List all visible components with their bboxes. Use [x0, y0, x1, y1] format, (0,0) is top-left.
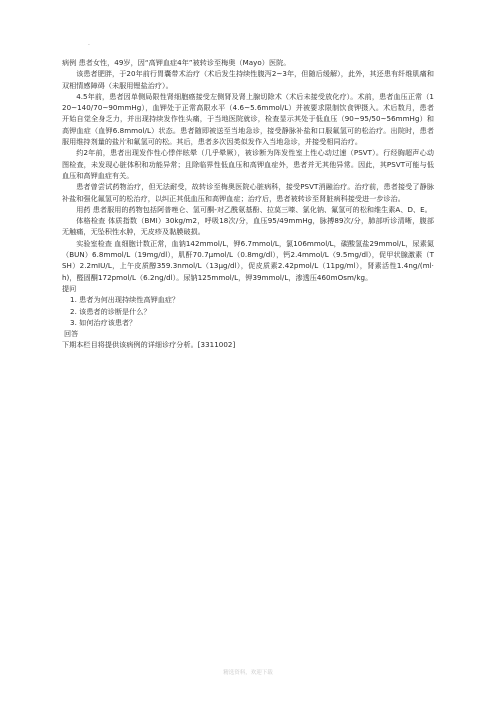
treatment-paragraph: 患者曾尝试药物治疗，但无法耐受，故转诊至梅奥医院心脏病科，接受PSVT消融治疗。治疗前，患者接受了静脉补盐和强化氟氢可的松治疗，以纠正其低血压和高钾血症；治疗后，患者被转诊至肾脏病科接受进一步诊治。	[62, 182, 434, 203]
answer-heading: 回答	[64, 329, 79, 339]
footer-watermark: 精选资料，欢迎下载	[223, 670, 273, 676]
corner-mark: .	[88, 40, 90, 47]
lab-results-paragraph: 实验室检查 血细胞计数正常，血钠142mmol/L，钾6.7mmol/L，氯106mmol/L，碳酸氢盐29mmol/L，尿素氮（BUN）6.8mmol/L（19mg/dl），肌酐70.7μmol/L（0.8mg/dl），钙2.4mmol/L（9.5mg/dl），促甲状腺激素（TSH）2.2mIU/L，上午皮质醇359.3nmol/L（13μg/dl），促皮质素2.42pmol/L（11pg/ml），肾素活性1.4ng/(ml·h)，醛固酮172pmol/L（6.2ng/dl）。尿钠125mmol/L，钾39mmol/L，渗透压460mOsm/kg。	[62, 238, 434, 282]
question-item: 1. 患者为何出现持续性高钾血症？	[70, 295, 180, 305]
physical-exam-paragraph: 体格检查 体质指数（BMI）30kg/m2，呼吸18次/分，血压95/49mmHg，脉搏89次/分，肺部听诊清晰，腹部无触痛，无坠积性水肿，无皮疹及黏膜破损。	[62, 216, 434, 237]
case-report-body	[62, 57, 434, 351]
psvt-paragraph: 约2年前，患者出现发作性心悸伴眩晕（几乎晕厥），被诊断为阵发性室上性心动过速（PSVT）。行经胸超声心动图检查，未发现心脏体积和功能异常；且除临界性低血压和高钾血症外，患者并无其他异常。因此，其PSVT可能与低血压和高钾血症有关。	[62, 148, 434, 180]
questions-heading: 提问	[62, 283, 77, 293]
medication-paragraph: 用药 患者服用的药物包括阿普唑仑、氢可酮-对乙酰氨基酚、拉莫三嗪、氯化钠、氟氢可的松和维生素A、D、E。	[76, 204, 432, 214]
history-paragraph: 该患者肥胖，于20年前行胃囊带术治疗（术后发生持续性腹泻2~3年，但随后缓解），此外，其还患有纤维肌痛和双相情感障碍（未服用锂盐治疗）。	[62, 69, 434, 90]
question-item: 3. 如何治疗该患者？	[70, 317, 137, 327]
case-intro-paragraph: 病例 患者女性，49岁，因“高钾血症4年”被转诊至梅奥（Mayo）医院。	[62, 58, 291, 67]
answer-text: 下期本栏目将提供该病例的详细诊疗分析。[3311002]	[62, 340, 236, 350]
surgery-paragraph: 4.5年前，患者因单侧局限性肾细胞癌接受左侧肾及肾上腺切除术（术后未接受放化疗）。术前，患者血压正常（120~140/70~90mmHg），血钾处于正常高限水平（4.6~5.6mmol/L）并被要求限制饮食钾摄入。术后数月，患者开始自觉全身乏力，并出现持续发作性头痛，于当地医院就诊，检查显示其处于低血压（90~95/50~56mmHg）和高钾血症（血钾6.8mmol/L）状态。患者随即被送至当地急诊，接受静脉补盐和口服氟氢可的松治疗。出院时，患者服用维持剂量的盐片和氟氢可的松。其后，患者多次因类似发作入当地急诊，并接受相同治疗。	[62, 91, 434, 147]
question-item: 2. 该患者的诊断是什么？	[70, 306, 151, 316]
